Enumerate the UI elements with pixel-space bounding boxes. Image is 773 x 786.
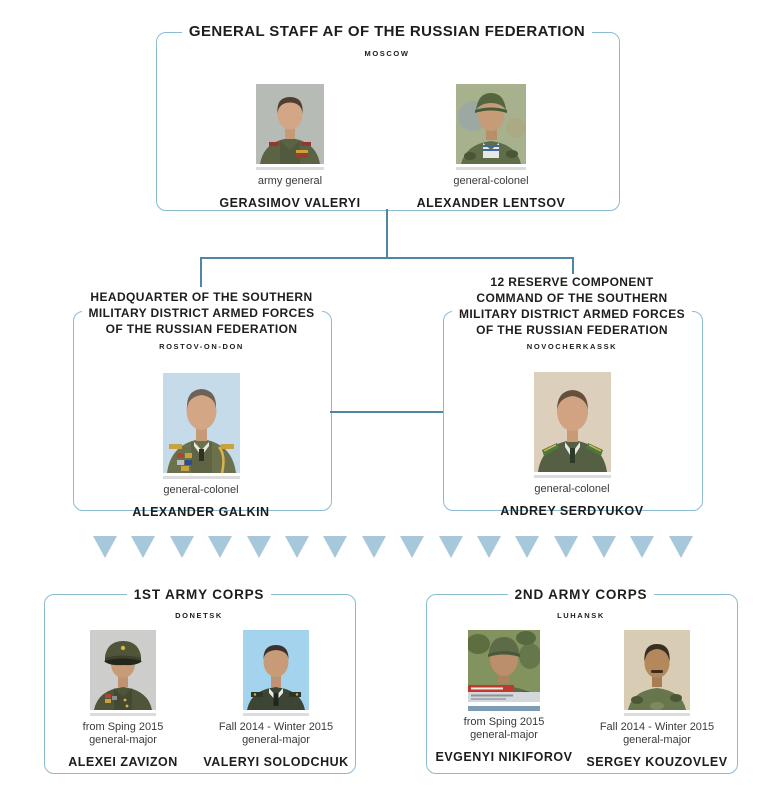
rank-label: general-major <box>623 734 691 746</box>
person-name: ALEXANDER LENTSOV <box>416 196 566 210</box>
down-triangle-icon <box>669 536 693 558</box>
rank-label: general-major <box>470 729 538 741</box>
down-triangle-icon <box>323 536 347 558</box>
person-name: SERGEY KOUZOVLEV <box>586 755 728 769</box>
down-triangle-icon <box>93 536 117 558</box>
person-name: ANDREY SERDYUKOV <box>500 504 644 518</box>
rank-label: general-colonel <box>163 484 239 496</box>
photo-zavizon <box>90 630 156 710</box>
photo-lentsov <box>456 84 526 164</box>
person-solodchuk <box>196 630 356 769</box>
down-triangle-icon <box>362 536 386 558</box>
photo-nikiforov <box>468 630 540 702</box>
person-serdyukov <box>492 372 652 518</box>
photo-shadow <box>256 167 324 170</box>
person-galkin <box>121 373 281 519</box>
photo-shadow <box>534 475 611 478</box>
down-triangle-icon <box>400 536 424 558</box>
down-triangle-icon <box>515 536 539 558</box>
photo-shadow <box>624 713 690 716</box>
connector-top-vertical <box>386 209 388 257</box>
photo-solodchuk <box>243 630 309 710</box>
southern-hq-title: HEADQUARTER OF THE SOUTHERN MILITARY DISTRICT ARMED FORCES OF THE RUSSIAN FEDERATION <box>63 289 340 337</box>
reserve-command-title: 12 RESERVE COMPONENT COMMAND OF THE SOUTHERN MILITARY DISTRICT ARMED FORCES OF THE RUSSIAN FEDERATION <box>433 274 711 338</box>
person-kouzovlev <box>577 630 737 769</box>
person-nikiforov <box>424 630 584 764</box>
person-lentsov <box>416 84 566 210</box>
connector-horizontal <box>200 257 574 259</box>
general-staff-location: MOSCOW <box>364 49 410 58</box>
connector-middle-boxes <box>330 411 443 413</box>
down-triangle-icon <box>208 536 232 558</box>
southern-hq-location: ROSTOV-ON-DON <box>159 342 244 351</box>
photo-serdyukov <box>534 372 611 472</box>
person-name: ALEXEI ZAVIZON <box>68 755 178 769</box>
period-label: Fall 2014 - Winter 2015 <box>599 721 715 733</box>
down-triangle-icon <box>131 536 155 558</box>
rank-label: army general <box>257 175 323 187</box>
person-zavizon <box>43 630 203 769</box>
reserve-command-location: NOVOCHERKASSK <box>526 342 618 351</box>
separator-row <box>93 536 693 558</box>
army-corps-1-title: 1ST ARMY CORPS <box>44 587 354 603</box>
person-gerasimov <box>220 84 360 210</box>
photo-kouzovlev <box>624 630 690 710</box>
down-triangle-icon <box>247 536 271 558</box>
down-triangle-icon <box>554 536 578 558</box>
down-triangle-icon <box>477 536 501 558</box>
down-triangle-icon <box>592 536 616 558</box>
connector-left-drop <box>200 257 202 287</box>
army-corps-1-location: DONETSK <box>175 611 223 620</box>
down-triangle-icon <box>630 536 654 558</box>
photo-shadow <box>163 476 240 479</box>
photo-shadow <box>243 713 309 716</box>
photo-gerasimov <box>256 84 324 164</box>
person-name: GERASIMOV VALERYI <box>219 196 361 210</box>
tv-caption-bar <box>468 706 540 711</box>
period-label: from Sping 2015 <box>82 721 164 733</box>
photo-shadow <box>90 713 156 716</box>
rank-label: general-colonel <box>534 483 610 495</box>
connector-right-drop <box>572 257 574 274</box>
down-triangle-icon <box>285 536 309 558</box>
person-name: EVGENYI NIKIFOROV <box>435 750 573 764</box>
rank-label: general-colonel <box>453 175 529 187</box>
photo-shadow <box>456 167 526 170</box>
person-name: ALEXANDER GALKIN <box>132 505 270 519</box>
period-label: from Sping 2015 <box>463 716 545 728</box>
army-corps-2-location: LUHANSK <box>557 611 605 620</box>
down-triangle-icon <box>170 536 194 558</box>
down-triangle-icon <box>439 536 463 558</box>
army-corps-2-title: 2ND ARMY CORPS <box>426 587 736 603</box>
person-name: VALERYI SOLODCHUK <box>203 755 349 769</box>
photo-galkin <box>163 373 240 473</box>
rank-label: general-major <box>89 734 157 746</box>
rank-label: general-major <box>242 734 310 746</box>
general-staff-title: GENERAL STAFF AF OF THE RUSSIAN FEDERATION <box>156 24 618 40</box>
period-label: Fall 2014 - Winter 2015 <box>218 721 334 733</box>
